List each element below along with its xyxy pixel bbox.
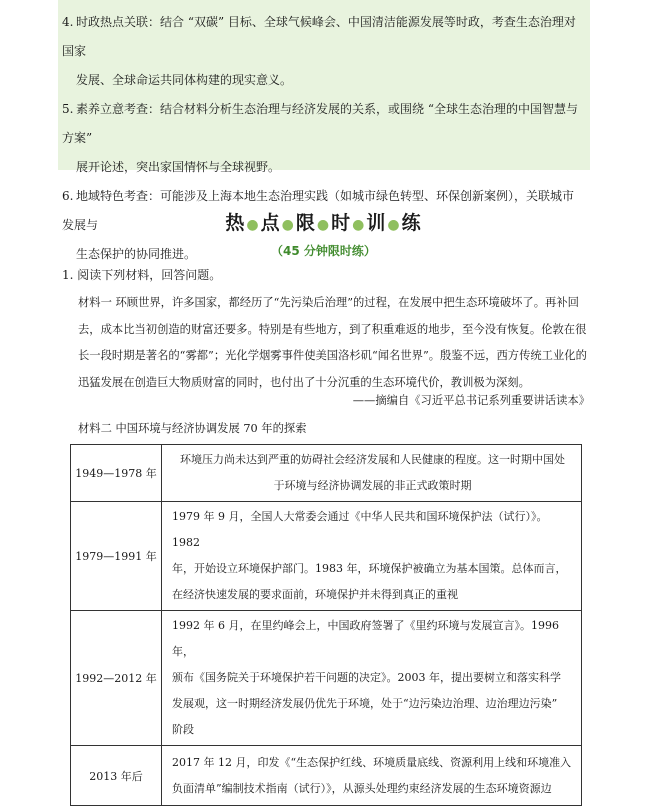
- point-text-continued: 发展、全球命运共同体构建的现实意义。: [76, 73, 293, 87]
- period-cell: 1992—2012 年: [71, 611, 162, 746]
- title-char: 点: [260, 212, 281, 234]
- description-cell: [162, 611, 582, 746]
- point-text: 素养立意考查：结合材料分析生态治理与经济发展的关系，或围绕 “全球生态治理的中国智慧与方案”: [62, 102, 578, 145]
- description-line: 发展观，这一时期经济发展仍优先于环境，处于“边污染边治理、边治理边污染”: [172, 697, 558, 710]
- description-line: 于环境与经济协调发展的非正式政策时期: [273, 479, 472, 492]
- table-row: [71, 502, 582, 611]
- table-row: [71, 445, 582, 502]
- table-row: [71, 611, 582, 746]
- title-char: 时: [331, 212, 352, 234]
- point-text-continued: 生态保护的协同推进。: [76, 247, 197, 261]
- dot-icon: ●: [387, 217, 401, 233]
- section-subtitle: （45 分钟限时练）: [271, 244, 376, 258]
- material-1: [78, 290, 590, 396]
- period-cell: 2013 年后: [71, 746, 162, 806]
- exam-point-5: [62, 95, 582, 182]
- description-line: 颁布《国务院关于环境保护若干问题的决定》。2003 年，提出要树立和落实科学: [172, 671, 561, 684]
- material-line: 迅猛发展在创造巨大物质财富的同时，也付出了十分沉重的生态环境代价，教训极为深刻。: [78, 375, 530, 389]
- point-text: 时政热点关联：结合 “双碳” 目标、全球气候峰会、中国清洁能源发展等时政，考查生态治理对国家: [62, 15, 576, 58]
- period-cell: 1949—1978 年: [71, 445, 162, 502]
- description-cell: [162, 502, 582, 611]
- dot-icon: ●: [246, 217, 260, 233]
- description-cell: [162, 445, 582, 502]
- title-char: 训: [366, 212, 387, 234]
- material-line: 去，成本比当初创造的财富还要多。特别是有些地方，到了积重难返的地步，至今没有恢复。伦敦在很: [78, 322, 587, 336]
- point-number: 6.: [62, 189, 74, 203]
- description-cell: [162, 746, 582, 806]
- point-text: 地域特色考查：可能涉及上海本地生态治理实践（如城市绿色转型、环保创新案例），关联城市发展与: [62, 189, 575, 232]
- title-char: 限: [295, 212, 316, 234]
- section-title: [0, 208, 647, 235]
- title-char: 练: [401, 212, 422, 234]
- material-source: ——摘编自《习近平总书记系列重要讲话读本》: [352, 394, 590, 407]
- dot-icon: ●: [316, 217, 331, 233]
- material-line: 长一段时期是著名的“雾都”；光化学烟雾事件使美国洛杉矶“闻名世界”。殷鉴不远，西方传统工业化的: [78, 349, 587, 362]
- history-table: [70, 444, 582, 806]
- table-row: [71, 746, 582, 806]
- description-line: 在经济快速发展的要求面前，环境保护并未得到真正的重视: [172, 588, 458, 601]
- point-number: 4.: [62, 15, 74, 29]
- description-line: 年，开始设立环境保护部门。1983 年，环境保护被确立为基本国策。总体而言，: [172, 562, 567, 575]
- question-1: 1. 阅读下列材料，回答问题。: [62, 268, 222, 282]
- dot-icon: ●: [281, 217, 295, 233]
- material-line: 材料一 环顾世界，许多国家，都经历了“先污染后治理”的过程，在发展中把生态环境破坏了。再补回: [78, 296, 579, 309]
- dot-icon: ●: [352, 217, 366, 233]
- point-number: 5.: [62, 102, 74, 116]
- exam-point-4: [62, 8, 582, 95]
- material-2-label: 材料二 中国环境与经济协调发展 70 年的探索: [78, 422, 307, 435]
- description-line: 环境压力尚未达到严重的妨碍社会经济发展和人民健康的程度。这一时期中国处: [180, 453, 565, 466]
- title-char: 热: [225, 212, 246, 234]
- period-cell: 1979—1991 年: [71, 502, 162, 611]
- point-text-continued: 展开论述，突出家国情怀与全球视野。: [76, 160, 281, 174]
- description-line: 阶段: [172, 723, 194, 736]
- description-line: 负面清单”编制技术指南（试行）》，从源头处理约束经济发展的生态环境资源边: [172, 781, 552, 795]
- description-line: 2017 年 12 月，印发《“生态保护红线、环境质量底线、资源利用上线和环境准入: [172, 755, 572, 769]
- description-line: 1992 年 6 月，在里约峰会上，中国政府签署了《里约环境与发展宣言》。1996 年，: [172, 619, 559, 658]
- description-line: 1979 年 9 月，全国人大常委会通过《中华人民共和国环境保护法（试行）》。1982: [172, 510, 548, 549]
